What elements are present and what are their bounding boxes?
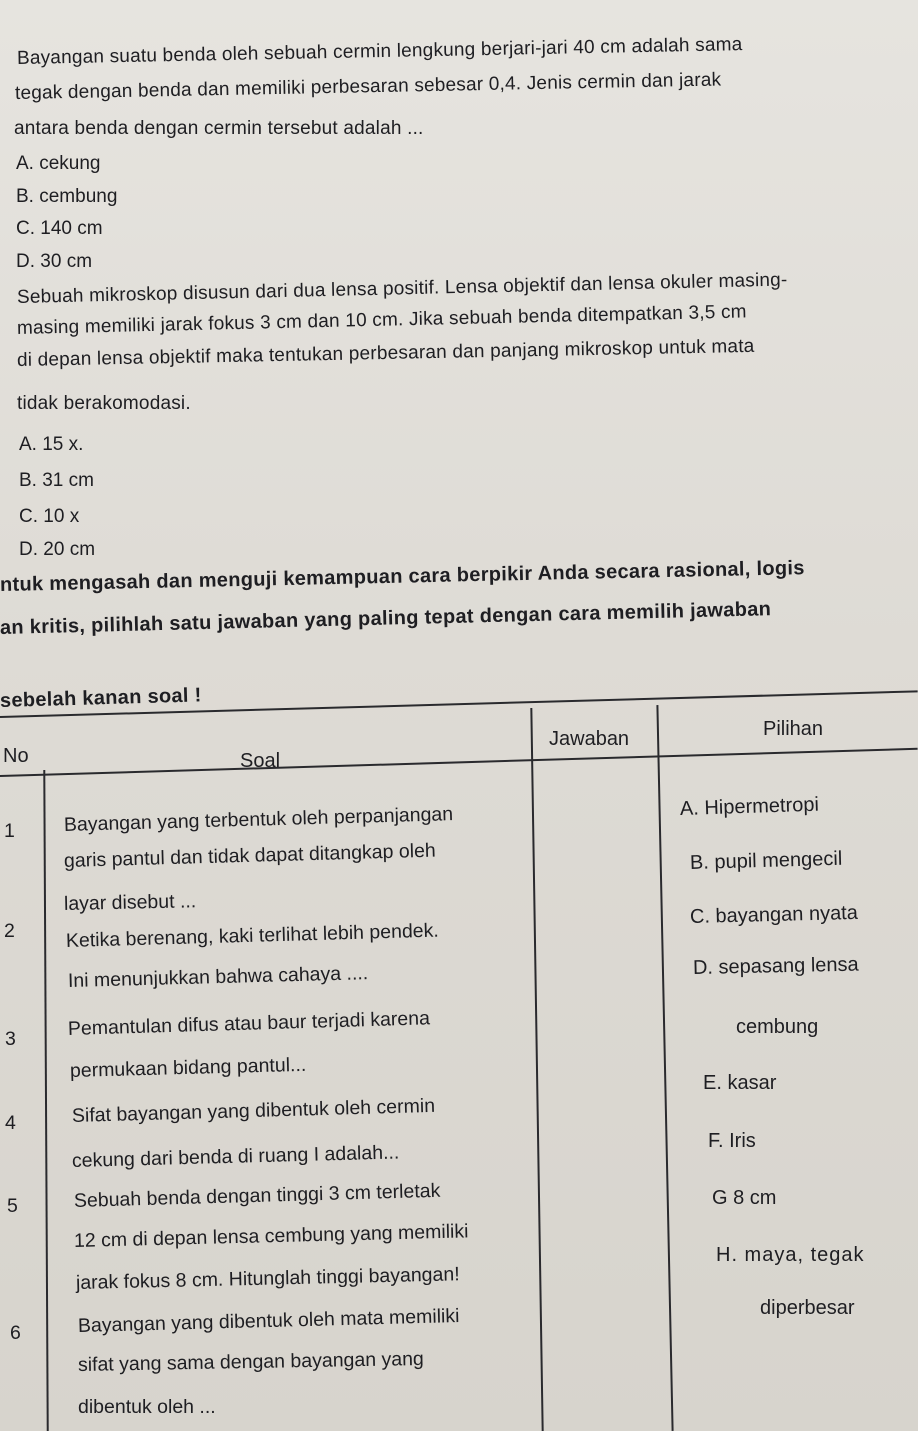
question-b-line-4: tidak berakomodasi. [17,393,191,414]
question-b-line-1: Sebuah mikroskop disusun dari dua lensa positif. Lensa objektif dan lensa okuler masing- [16,269,788,308]
row-1-line-2: garis pantul dan tidak dapat ditangkap oleh [63,839,437,872]
row-1-number: 1 [4,820,15,842]
choice-b[interactable]: B. pupil mengecil [689,847,843,874]
question-a-line-3: antara benda dengan cermin tersebut adalah ... [14,118,424,139]
table-divider-jawaban [656,705,673,1431]
question-b-option-a[interactable]: A. 15 x. [19,434,84,455]
row-6-number: 6 [10,1322,21,1344]
row-4-number: 4 [5,1112,16,1134]
header-pilihan: Pilihan [763,718,824,740]
header-no: No [3,745,29,767]
row-2-line-1: Ketika berenang, kaki terlihat lebih pendek. [65,919,440,952]
row-5-line-1: Sebuah benda dengan tinggi 3 cm terletak [73,1179,441,1212]
row-3-line-2: permukaan bidang pantul... [69,1053,307,1082]
question-a-option-d[interactable]: D. 30 cm [16,251,93,272]
choice-a[interactable]: A. Hipermetropi [679,793,820,820]
row-3-number: 3 [5,1028,16,1050]
choice-e[interactable]: E. kasar [703,1072,777,1094]
choice-c[interactable]: C. bayangan nyata [689,901,859,928]
instruction-line-2: an kritis, pilihlah satu jawaban yang paling tepat dengan cara memilih jawaban [0,598,772,639]
header-soal: Soal [240,750,281,772]
question-a-option-b[interactable]: B. cembung [16,186,118,207]
row-6-line-1: Bayangan yang dibentuk oleh mata memiliki [77,1305,460,1337]
choice-h[interactable]: H. maya, tegak [716,1244,865,1266]
question-a-line-1: Bayangan suatu benda oleh sebuah cermin lengkung berjari-jari 40 cm adalah sama [16,34,743,69]
row-5-line-3: jarak fokus 8 cm. Hitunglah tinggi bayangan! [75,1263,460,1294]
choice-d-continued: cembung [736,1016,819,1038]
choice-h-continued: diperbesar [760,1297,855,1319]
question-b-option-b[interactable]: B. 31 cm [19,470,94,491]
question-b-line-3: di depan lensa objektif maka tentukan perbesaran dan panjang mikroskop untuk mata [16,335,755,371]
row-3-line-1: Pemantulan difus atau baur terjadi karena [67,1007,431,1040]
table-divider-no [43,770,48,1431]
row-5-line-2: 12 cm di depan lensa cembung yang memiliki [73,1220,469,1252]
table-header-border [0,748,918,777]
question-b-option-d[interactable]: D. 20 cm [19,539,96,560]
question-a-option-c[interactable]: C. 140 cm [16,218,103,239]
row-1-line-1: Bayangan yang terbentuk oleh perpanjangan [63,803,454,836]
instruction-line-1: ntuk mengasah dan menguji kemampuan cara berpikir Anda secara rasional, logis [0,557,805,596]
choice-d[interactable]: D. sepasang lensa [692,953,859,979]
row-2-number: 2 [4,920,15,942]
row-4-line-2: cekung dari benda di ruang I adalah... [71,1141,400,1172]
choice-g[interactable]: G 8 cm [712,1187,777,1209]
row-2-line-2: Ini menunjukkan bahwa cahaya .... [67,962,369,992]
choice-f[interactable]: F. Iris [708,1130,756,1152]
row-1-line-3: layar disebut ... [63,890,197,915]
question-b-line-2: masing memiliki jarak fokus 3 cm dan 10 cm. Jika sebuah benda ditempatkan 3,5 cm [16,301,747,339]
row-6-line-3: dibentuk oleh ... [78,1396,216,1418]
question-a-line-2: tegak dengan benda dan memiliki perbesaran sebesar 0,4. Jenis cermin dan jarak [14,69,722,104]
row-5-number: 5 [7,1195,18,1217]
table-divider-soal [530,708,543,1431]
row-6-line-2: sifat yang sama dengan bayangan yang [77,1347,424,1376]
question-a-option-a[interactable]: A. cekung [16,153,101,174]
instruction-line-3: sebelah kanan soal ! [0,684,202,712]
header-jawaban: Jawaban [549,728,630,750]
question-b-option-c[interactable]: C. 10 x [19,506,80,527]
row-4-line-1: Sifat bayangan yang dibentuk oleh cermin [71,1094,436,1127]
